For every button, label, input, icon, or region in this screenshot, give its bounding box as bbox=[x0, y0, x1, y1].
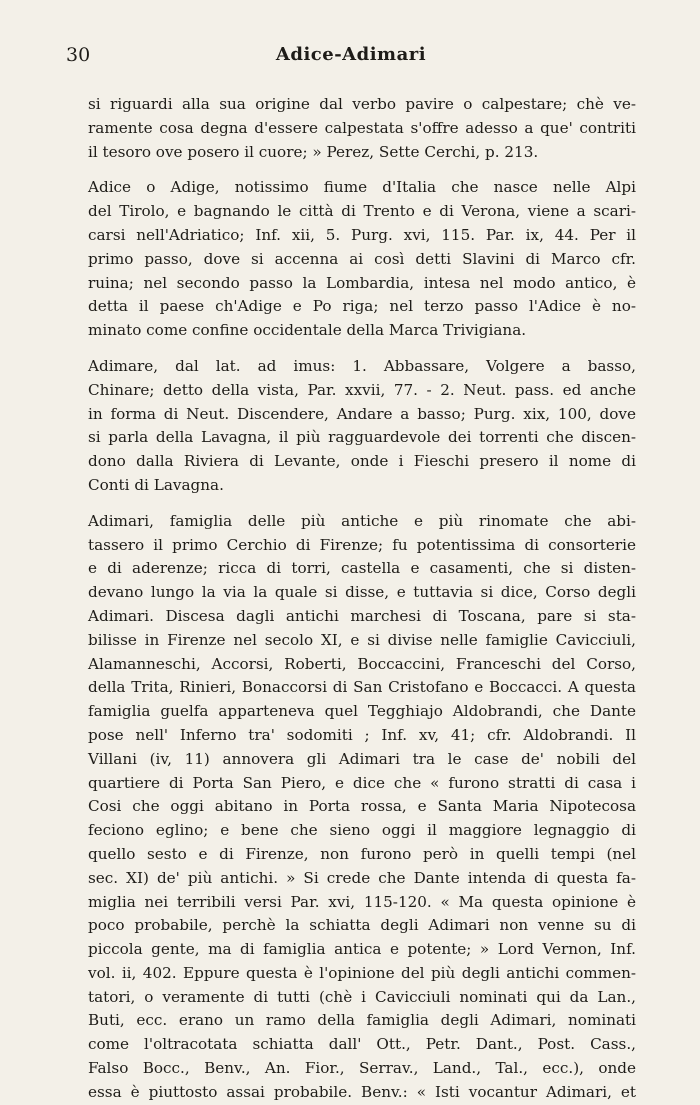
text-line: quartiere di Porta San Piero, e dice che « furono stratti di casa i bbox=[88, 773, 636, 792]
text-line: feciono eglino; e bene che sieno oggi il maggiore legnaggio di bbox=[88, 821, 636, 840]
text-line: detta il paese ch'Adige e Po riga; nel terzo passo l'Adice è no- bbox=[88, 297, 636, 316]
text-line: Falso Bocc., Benv., An. Fior., Serrav., Land., Tal., ecc.), onde bbox=[88, 1059, 636, 1078]
text-line: Alamanneschi, Accorsi, Roberti, Boccaccini, Franceschi del Corso, bbox=[88, 654, 636, 673]
text-line: pose nell' Inferno tra' sodomiti ; Inf. xv, 41; cfr. Aldobrandi. Il bbox=[88, 725, 636, 744]
text-line: minato come confine occidentale della Marca Trivigiana. bbox=[88, 321, 527, 340]
paragraph-gap bbox=[88, 498, 636, 510]
page-header bbox=[66, 44, 636, 74]
text-line: famiglia guelfa apparteneva quel Tegghiajo Aldobrandi, che Dante bbox=[88, 702, 636, 721]
text-line: Buti, ecc. erano un ramo della famiglia degli Adimari, nominati bbox=[88, 1011, 636, 1030]
text-line: ruina; nel secondo passo la Lombardia, intesa nel modo antico, è bbox=[88, 273, 636, 292]
text-line: poco probabile, perchè la schiatta degli Adimari non venne su di bbox=[88, 916, 636, 935]
text-line: vol. ii, 402. Eppure questa è l'opinione del più degli antichi commen- bbox=[88, 963, 636, 982]
text-line: come l'oltracotata schiatta dall' Ott., Petr. Dant., Post. Cass., bbox=[88, 1035, 636, 1054]
text-line: bilisse in Firenze nel secolo XI, e si divise nelle famiglie Cavicciuli, bbox=[88, 630, 636, 649]
text-line: del Tirolo, e bagnando le città di Trento e di Verona, viene a scari- bbox=[88, 202, 636, 221]
text-line: tatori, o veramente di tutti (chè i Cavicciuli nominati qui da Lan., bbox=[88, 987, 636, 1006]
text-line: si riguardi alla sua origine dal verbo pavire o calpestare; chè ve- bbox=[88, 95, 636, 113]
entry-adimare-first-line: Adimare, dal lat. ad imus: 1. Abbassare, Volgere a basso, bbox=[88, 356, 636, 375]
text-line: sec. XI) de' più antichi. » Si crede che Dante intenda di questa fa- bbox=[88, 868, 636, 887]
text-line: quello sesto e di Firenze, non furono però in quelli tempi (nel bbox=[88, 844, 636, 863]
text-line: il tesoro ove posero il cuore; » Perez, Sette Cerchi, p. 213. bbox=[88, 142, 539, 161]
entry-adice-first-line: Adice o Adige, notissimo fiume d'Italia che nasce nelle Alpi bbox=[88, 178, 636, 197]
text-line: della Trita, Rinieri, Bonaccorsi di San Cristofano e Boccacci. A questa bbox=[88, 678, 636, 697]
text-line: essa è piuttosto assai probabile. Benv.: « Isti vocantur Adimari, et bbox=[88, 1082, 636, 1101]
text-line: Conti di Lavagna. bbox=[88, 475, 224, 494]
paragraph-gap bbox=[88, 343, 636, 355]
text-line: Villani (iv, 11) annovera gli Adimari tra le case de' nobili del bbox=[88, 749, 636, 768]
text-line: Adimari. Discesa dagli antichi marchesi di Toscana, pare si sta- bbox=[88, 606, 636, 625]
entry-adimari-first-line: Adimari, famiglia delle più antiche e più rinomate che abi- bbox=[88, 511, 636, 530]
text-line: devano lungo la via la quale si disse, e tuttavia si dice, Corso degli bbox=[88, 583, 636, 602]
text-line: carsi nell'Adriatico; Inf. xii, 5. Purg. xvi, 115. Par. ix, 44. Per il bbox=[88, 225, 636, 244]
text-line: si parla della Lavagna, il più ragguardevole dei torrenti che discen- bbox=[88, 428, 636, 447]
text-line: piccola gente, ma di famiglia antica e potente; » Lord Vernon, Inf. bbox=[88, 940, 636, 959]
text-line: Cosi che oggi abitano in Porta rossa, e Santa Maria Nipotecosa bbox=[88, 797, 636, 816]
text-line: Chinare; detto della vista, Par. xxvii, 77. - 2. Neut. pass. ed anche bbox=[88, 380, 636, 399]
running-title: Adice-Adimari bbox=[275, 44, 427, 65]
text-line: e di aderenze; ricca di torri, castella e casamenti, che si disten- bbox=[88, 559, 636, 578]
text-line: tassero il primo Cerchio di Firenze; fu potentissima di consorterie bbox=[88, 535, 636, 554]
text-line: dono dalla Riviera di Levante, onde i Fieschi presero il nome di bbox=[88, 452, 636, 471]
dictionary-text bbox=[88, 93, 636, 1105]
text-line: miglia nei terribili versi Par. xvi, 115-120. « Ma questa opinione è bbox=[88, 892, 636, 911]
text-line: in forma di Neut. Discendere, Andare a basso; Purg. xix, 100, dove bbox=[88, 404, 636, 423]
page-number: 30 bbox=[66, 44, 91, 66]
text-line: primo passo, dove si accenna ai così detti Slavini di Marco cfr. bbox=[88, 249, 636, 268]
paragraph-gap bbox=[88, 164, 636, 176]
text-line: ramente cosa degna d'essere calpestata s'offre adesso a que' contriti bbox=[88, 118, 636, 137]
